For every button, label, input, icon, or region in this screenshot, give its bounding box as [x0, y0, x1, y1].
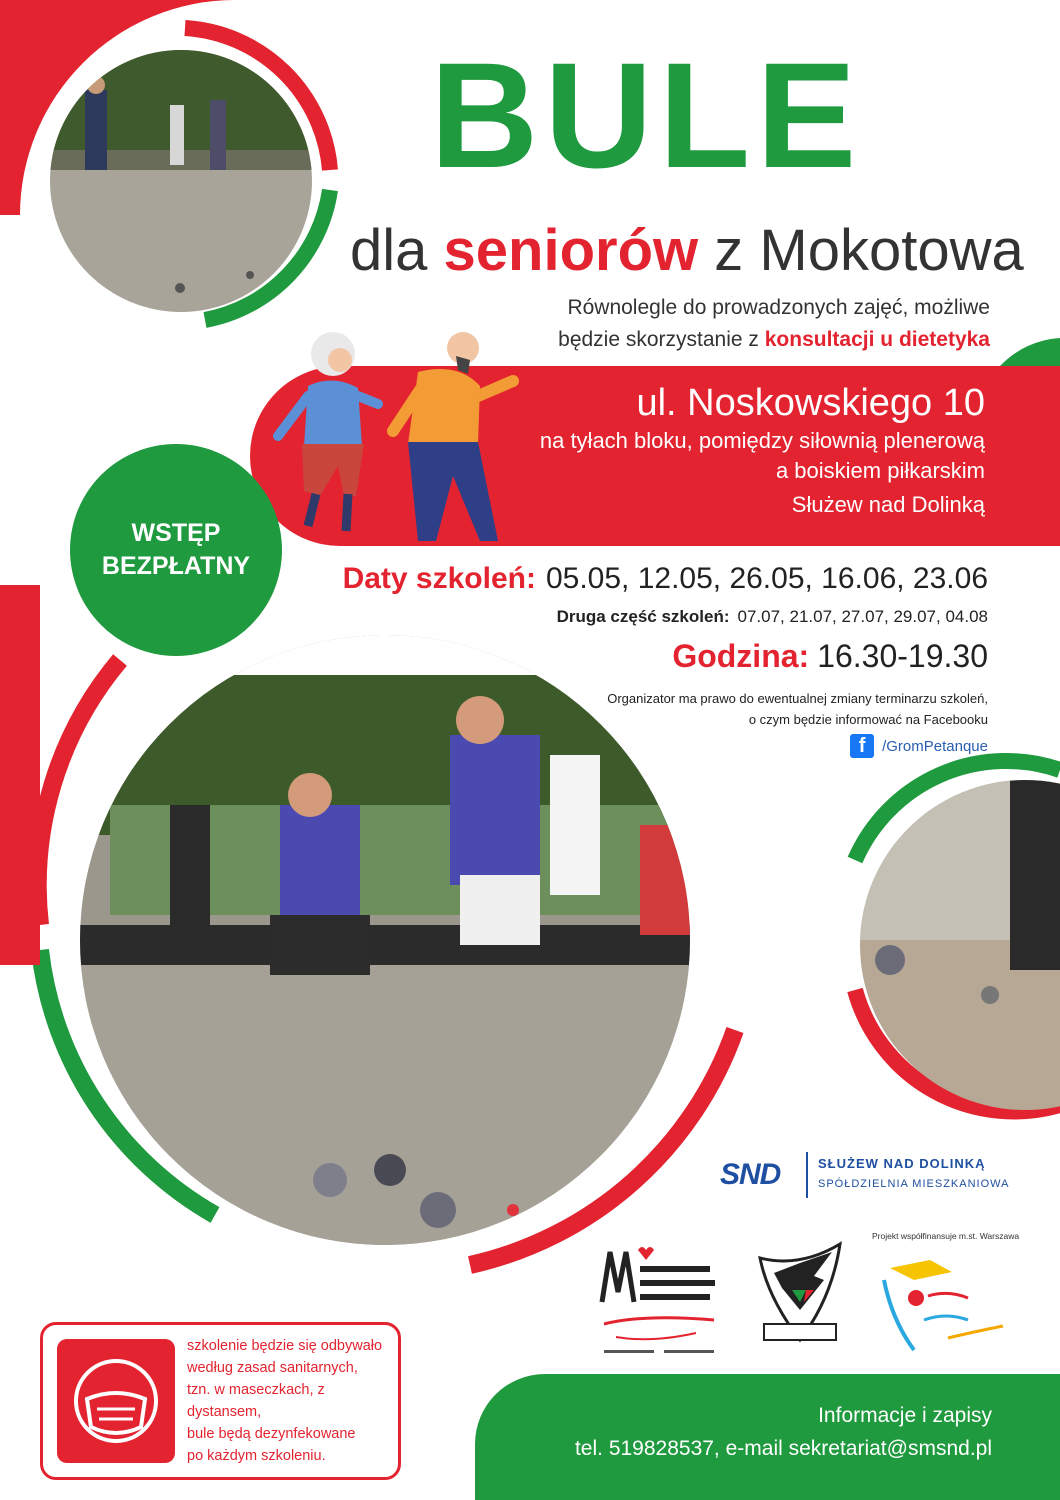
contact-block — [575, 1400, 992, 1466]
face-mask-icon — [57, 1339, 175, 1463]
dates-values: 05.05, 12.05, 26.05, 16.06, 23.06 — [545, 562, 988, 595]
snd-short: SND — [720, 1158, 781, 1191]
intro-text — [558, 292, 990, 356]
hours-value: 16.30-19.30 — [817, 638, 988, 674]
contact-details[interactable]: tel. 519828537, e-mail sekretariat@smsnd.pl — [574, 1437, 992, 1460]
intro-line-2: będzie skorzystanie z konsultacji u dietetyka — [558, 328, 990, 351]
second-training-dates — [557, 607, 988, 627]
free-entry-badge — [70, 444, 282, 656]
seniors-illustration — [258, 326, 538, 546]
snd-subtitle: SPÓŁDZIELNIA MIESZKANIOWA — [818, 1178, 1010, 1190]
street-address: ul. Noskowskiego 10 — [636, 382, 985, 424]
snd-name: SŁUŻEW NAD DOLINKĄ — [818, 1156, 986, 1171]
address-district: Służew nad Dolinką — [791, 492, 985, 517]
moje-miejsce-logo — [594, 1242, 728, 1362]
facebook-link[interactable] — [850, 734, 988, 758]
facebook-handle: /GromPetanque — [882, 737, 988, 755]
photo-players-main — [80, 635, 690, 1245]
snd-logo — [720, 1150, 1020, 1204]
subtitle-suffix: z Mokotowa — [714, 218, 1024, 283]
page-title: BULE — [430, 31, 863, 199]
address-line-1: na tyłach bloku, pomiędzy siłownią plenerową — [539, 428, 985, 453]
subtitle-bold: seniorów — [443, 218, 699, 283]
organizer-note: Organizator ma prawo do ewentualnej zmiany terminarzu szkoleń, o czym będzie informować na Facebooku — [607, 691, 988, 727]
warszawa-logo — [870, 1250, 1015, 1360]
sanitary-text: szkolenie będzie się odbywało według zasad sanitarnych, tzn. w maseczkach, z dystansem, bule będą dezynfekowane po każdym szkoleniu. — [187, 1338, 383, 1464]
training-dates — [343, 562, 988, 596]
intro-line-1: Równolegle do prowadzonych zajęć, możliwe — [567, 296, 990, 319]
photo-players-top — [50, 50, 312, 312]
contact-heading: Informacje i zapisy — [818, 1404, 992, 1427]
sanitary-notice — [40, 1322, 401, 1480]
dates-label: Daty szkoleń: — [342, 562, 536, 595]
snd-divider — [806, 1152, 808, 1198]
subtitle-prefix: dla — [350, 218, 428, 283]
address-block — [540, 380, 985, 520]
project-note: Projekt współfinansuje m.st. Warszawa — [872, 1231, 1020, 1241]
second-dates-values: 07.07, 21.07, 27.07, 29.07, 04.08 — [737, 607, 988, 626]
badge-line-2: BEZPŁATNY — [101, 552, 251, 580]
badge-line-1: WSTĘP — [131, 519, 221, 547]
training-hours — [672, 638, 988, 675]
facebook-icon: f — [850, 734, 874, 758]
grom-logo — [752, 1238, 848, 1350]
second-dates-label: Druga część szkoleń: — [556, 607, 730, 626]
dietitian-highlight: konsultacji u dietetyka — [764, 328, 990, 351]
hours-label: Godzina: — [672, 638, 810, 674]
address-line-2: a boiskiem piłkarskim — [775, 458, 985, 483]
page-subtitle — [350, 218, 1024, 283]
